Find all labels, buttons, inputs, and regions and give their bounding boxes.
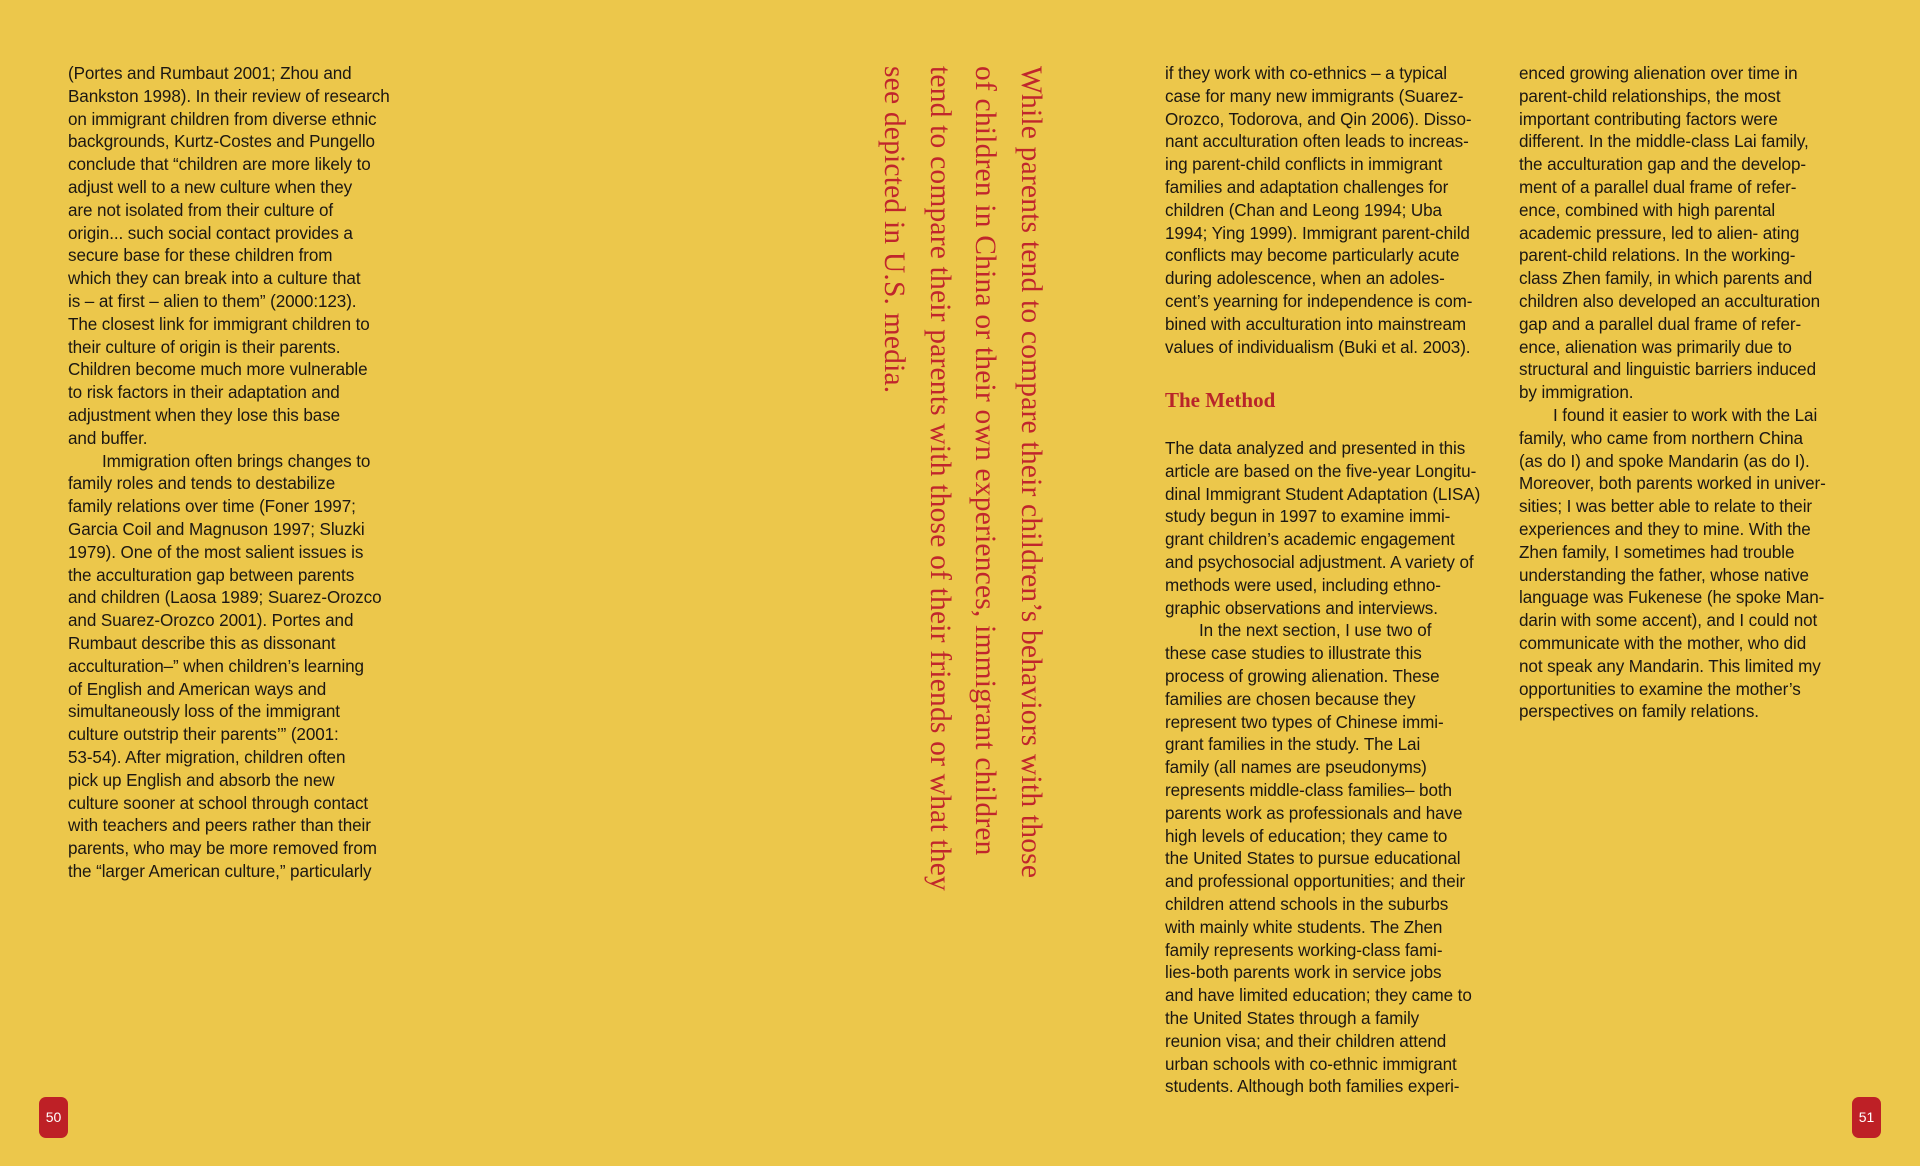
body-text-line: is – at first – alien to them” (2000:123). xyxy=(68,291,357,311)
body-text-line: are not isolated from their culture of xyxy=(68,200,334,220)
body-text-line: acculturation–” when children’s learning xyxy=(68,656,364,676)
body-text-line: family (all names are pseudonyms) xyxy=(1165,758,1427,778)
body-text-line: the “larger American culture,” particularly xyxy=(68,861,372,881)
body-text-line: the acculturation gap between parents xyxy=(68,565,355,585)
body-text-line: family represents working-class fami- xyxy=(1165,940,1443,960)
body-text-line: understanding the father, whose native xyxy=(1519,565,1809,585)
body-text-line: 1994; Ying 1999). Immigrant parent-child xyxy=(1165,223,1470,243)
body-text-line: with teachers and peers rather than their xyxy=(68,816,371,836)
body-text-line: Rumbaut describe this as dissonant xyxy=(68,633,336,653)
body-text-line: parents, who may be more removed from xyxy=(68,839,377,859)
right-page-column-2 xyxy=(1519,63,1859,724)
body-text-line: process of growing alienation. These xyxy=(1165,666,1440,686)
body-text-line: to risk factors in their adaptation and xyxy=(68,383,340,403)
body-text-line: urban schools with co-ethnic immigrant xyxy=(1165,1054,1457,1074)
body-text-line: graphic observations and interviews. xyxy=(1165,598,1438,618)
body-text-line: ing parent-child conflicts in immigrant xyxy=(1165,155,1443,175)
body-text-line: of English and American ways and xyxy=(68,679,327,699)
body-text-line: on immigrant children from diverse ethnic xyxy=(68,109,377,129)
body-text-line: these case studies to illustrate this xyxy=(1165,644,1422,664)
body-text-line: bined with acculturation into mainstream xyxy=(1165,314,1466,334)
body-text-line: grant families in the study. The Lai xyxy=(1165,735,1421,755)
body-text-line: language was Fukenese (he spoke Man- xyxy=(1519,588,1825,608)
page-number-left: 50 xyxy=(39,1097,68,1138)
body-text-line: academic pressure, led to alien- ating xyxy=(1519,223,1800,243)
body-text-line: and children (Laosa 1989; Suarez-Orozco xyxy=(68,588,382,608)
body-text-line: grant children’s academic engagement xyxy=(1165,530,1455,550)
body-text-line: if they work with co-ethnics – a typical xyxy=(1165,64,1447,83)
body-text-line: families and adaptation challenges for xyxy=(1165,177,1449,197)
body-text-line: The closest link for immigrant children to xyxy=(68,314,370,334)
body-text-line: by immigration. xyxy=(1519,383,1634,403)
body-text-line: culture sooner at school through contact xyxy=(68,793,369,813)
body-text-line: parent-child relations. In the working- xyxy=(1519,246,1796,266)
body-text-line: cent’s yearning for independence is com- xyxy=(1165,291,1473,311)
body-text-line: conclude that “children are more likely to xyxy=(68,155,371,175)
body-text-line: and psychosocial adjustment. A variety of xyxy=(1165,552,1474,572)
body-text-line: ence, alienation was primarily due to xyxy=(1519,337,1792,357)
body-text-line: different. In the middle-class Lai family, xyxy=(1519,132,1809,152)
body-text-line: study begun in 1997 to examine immi- xyxy=(1165,507,1451,527)
body-text-line: important contributing factors were xyxy=(1519,109,1778,129)
body-text-line: backgrounds, Kurtz-Costes and Pungello xyxy=(68,132,375,152)
body-text-line: values of individualism (Buki et al. 2003). xyxy=(1165,337,1471,357)
body-text-line: (as do I) and spoke Mandarin (as do I). xyxy=(1519,451,1810,471)
body-text-line: ence, combined with high parental xyxy=(1519,200,1776,220)
body-text-line: communicate with the mother, who did xyxy=(1519,633,1807,653)
body-text-line: darin with some accent), and I could not xyxy=(1519,611,1818,631)
body-text-line: children (Chan and Leong 1994; Uba xyxy=(1165,200,1442,220)
body-text-line: lies-both parents work in service jobs xyxy=(1165,963,1442,983)
body-text-line: Moreover, both parents worked in univer- xyxy=(1519,474,1826,494)
body-text-line: secure base for these children from xyxy=(68,246,333,266)
body-text-line: families are chosen because they xyxy=(1165,689,1416,709)
body-text-line: Zhen family, I sometimes had trouble xyxy=(1519,542,1795,562)
body-text-line: structural and linguistic barriers induced xyxy=(1519,360,1816,380)
body-text-line: adjustment when they lose this base xyxy=(68,405,341,425)
body-text-line: article are based on the five-year Longitu- xyxy=(1165,461,1477,481)
body-text-line: Garcia Coil and Magnuson 1997; Sluzki xyxy=(68,519,365,539)
pull-quote-line: While parents tend to compare their children’s behaviors with those xyxy=(1015,66,1047,879)
pull-quote-line: tend to compare their parents with those of their friends or what they xyxy=(924,66,956,892)
body-text-line: represents middle-class families– both xyxy=(1165,780,1452,800)
body-text-line: their culture of origin is their parents. xyxy=(68,337,341,357)
body-text-line: during adolescence, when an adoles- xyxy=(1165,269,1445,289)
body-text-line: nant acculturation often leads to increas- xyxy=(1165,132,1469,152)
body-text-line: high levels of education; they came to xyxy=(1165,826,1448,846)
body-text-line: class Zhen family, in which parents and xyxy=(1519,269,1813,289)
pull-quote xyxy=(871,66,1053,891)
body-text-line: reunion visa; and their children attend xyxy=(1165,1031,1447,1051)
body-text-line: Bankston 1998). In their review of research xyxy=(68,86,390,106)
body-text-line: The data analyzed and presented in this xyxy=(1165,439,1466,458)
body-text-line: parent-child relationships, the most xyxy=(1519,86,1781,106)
right-page-column-1-bottom xyxy=(1165,438,1505,1099)
body-text-line: opportunities to examine the mother’s xyxy=(1519,679,1801,699)
body-text-line: case for many new immigrants (Suarez- xyxy=(1165,86,1464,106)
body-text-line: Orozco, Todorova, and Qin 2006). Disso- xyxy=(1165,109,1472,129)
body-text-line: family roles and tends to destabilize xyxy=(68,474,336,494)
body-text-line: represent two types of Chinese immi- xyxy=(1165,712,1444,732)
body-text-line: family, who came from northern China xyxy=(1519,428,1803,448)
pull-quote-line: see depicted in U.S. media. xyxy=(878,66,911,394)
body-text-line: children attend schools in the suburbs xyxy=(1165,894,1449,914)
body-text-line: the United States to pursue educational xyxy=(1165,849,1461,869)
body-text-line: ment of a parallel dual frame of refer- xyxy=(1519,177,1797,197)
left-page-column-1 xyxy=(68,63,413,884)
body-text-line: with mainly white students. The Zhen xyxy=(1165,917,1443,937)
body-text-line: In the next section, I use two of xyxy=(1199,621,1432,641)
body-text-line: the acculturation gap and the develop- xyxy=(1519,155,1807,175)
body-text-line: conflicts may become particularly acute xyxy=(1165,246,1460,266)
body-text-line: 53-54). After migration, children often xyxy=(68,747,346,767)
body-text-line: perspectives on family relations. xyxy=(1519,702,1759,722)
body-text-line: the United States through a family xyxy=(1165,1008,1420,1028)
pull-quote-line: of children in China or their own experiences, immigrant children xyxy=(969,66,1002,856)
body-text-line: Immigration often brings changes to xyxy=(102,451,371,471)
body-text-line: gap and a parallel dual frame of refer- xyxy=(1519,314,1802,334)
body-text-line: culture outstrip their parents’” (2001: xyxy=(68,725,339,745)
section-heading: The Method xyxy=(1165,388,1276,412)
body-text-line: origin... such social contact provides a xyxy=(68,223,353,243)
body-text-line: sities; I was better able to relate to their xyxy=(1519,497,1812,517)
body-text-line: enced growing alienation over time in xyxy=(1519,64,1798,83)
body-text-line: and professional opportunities; and their xyxy=(1165,872,1465,892)
body-text-line: and buffer. xyxy=(68,428,148,448)
body-text-line: children also developed an acculturation xyxy=(1519,291,1821,311)
body-text-line: experiences and they to mine. With the xyxy=(1519,519,1811,539)
body-text-line: methods were used, including ethno- xyxy=(1165,575,1441,595)
body-text-line: which they can break into a culture that xyxy=(68,269,361,289)
body-text-line: parents work as professionals and have xyxy=(1165,803,1463,823)
body-text-line: students. Although both families experi- xyxy=(1165,1077,1460,1097)
body-text-line: simultaneously loss of the immigrant xyxy=(68,702,340,722)
body-text-line: pick up English and absorb the new xyxy=(68,770,335,790)
body-text-line: family relations over time (Foner 1997; xyxy=(68,497,356,517)
body-text-line: Children become much more vulnerable xyxy=(68,360,368,380)
body-text-line: adjust well to a new culture when they xyxy=(68,177,353,197)
body-text-line: and Suarez-Orozco 2001). Portes and xyxy=(68,611,354,631)
body-text-line: (Portes and Rumbaut 2001; Zhou and xyxy=(68,64,352,83)
body-text-line: not speak any Mandarin. This limited my xyxy=(1519,656,1821,676)
page-number-right: 51 xyxy=(1852,1097,1881,1138)
body-text-line: dinal Immigrant Student Adaptation (LISA) xyxy=(1165,484,1481,504)
body-text-line: and have limited education; they came to xyxy=(1165,986,1472,1006)
body-text-line: I found it easier to work with the Lai xyxy=(1553,405,1818,425)
right-page-column-1-top xyxy=(1165,63,1505,359)
body-text-line: 1979). One of the most salient issues is xyxy=(68,542,364,562)
